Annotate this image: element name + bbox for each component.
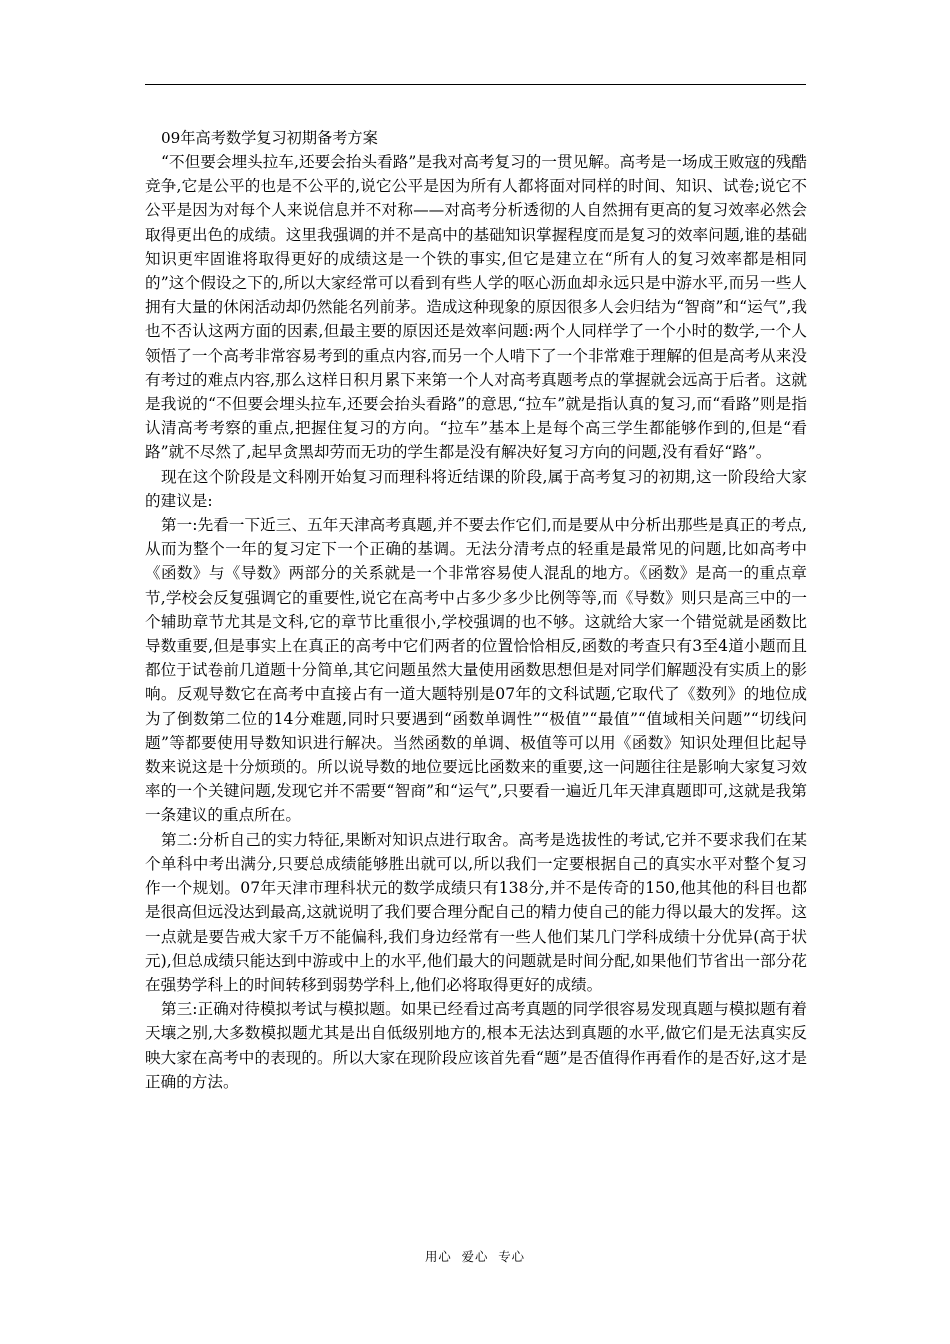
- paragraph-advice-1: 第一:先看一下近三、五年天津高考真题,并不要去作它们,而是要从中分析出那些是真正的考点,从而为整个一年的复习定下一个正确的基调。无法分清考点的轻重是最常见的问题,比如高考中《函数》与《导数》两部分的关系就是一个非常容易使人混乱的地方。《函数》是高一的重点章节,学校会反复强调它的重要性,说它在高考中占多少多少比例等等,而《导数》则只是高三中的一个辅助章节尤其是文科,它的章节比重很小,学校强调的也不够。这就给大家一个错觉就是函数比导数重要,但是事实上在真正的高考中它们两者的位置恰恰相反,函数的考查只有3至4道小题而且都位于试卷前几道题十分简单,其它问题虽然大量使用函数思想但是对同学们解题没有实质上的影响。反观导数它在高考中直接占有一道大题特别是07年的文科试题,它取代了《数列》的地位成为了倒数第二位的14分难题,同时只要遇到“函数单调性”“极值”“最值”“值域相关问题”“切线问题”等都要使用导数知识进行解决。当然函数的单调、极值等可以用《函数》知识处理但比起导数来说这是十分烦琐的。所以说导数的地位要远比函数来的重要,这一问题往往是影响大家复习效率的一个关键问题,发现它并不需要“智商”和“运气”,只要看一遍近几年天津真题即可,这就是我第一条建议的重点所在。: [145, 516, 807, 825]
- header-rule: [145, 84, 806, 85]
- paragraph-advice-2: 第二:分析自己的实力特征,果断对知识点进行取舍。高考是选拔性的考试,它并不要求我们在某个单科中考出满分,只要总成绩能够胜出就可以,所以我们一定要根据自己的真实水平对整个复习作一个规划。07年天津市理科状元的数学成绩只有138分,并不是传奇的150,他其他的科目也都是很高但远没达到最高,这就说明了我们要合理分配自己的精力使自己的能力得以最大的发挥。这一点就是要告戒大家千万不能偏科,我们身边经常有一些人他们某几门学科成绩十分优异(高于状元),但总成绩只能达到中游或中上的水平,他们最大的问题就是时间分配,如果他们节省出一部分花在强势学科上的时间转移到弱势学科上,他们必将取得更好的成绩。: [145, 830, 807, 994]
- document-body: [145, 126, 807, 1094]
- paragraph-intro: “不但要会埋头拉车,还要会抬头看路”是我对高考复习的一贯见解。高考是一场成王败寇的残酷竞争,它是公平的也是不公平的,说它公平是因为所有人都将面对同样的时间、知识、试卷;说它不公平是因为对每个人来说信息并不对称——对高考分析透彻的人自然拥有更高的复习效率必然会取得更出色的成绩。这里我强调的并不是高中的基础知识掌握程度而是复习的效率问题,谁的基础知识更牢固谁将取得更好的成绩这是一个铁的事实,但它是建立在“所有人的复习效率都是相同的”这个假设之下的,所以大家经常可以看到有些人学的呕心沥血却永远只是中游水平,而另一些人拥有大量的休闲活动却仍然能名列前茅。造成这种现象的原因很多人会归结为“智商”和“运气”,我也不否认这两方面的因素,但最主要的原因还是效率问题:两个人同样学了一个小时的数学,一个人领悟了一个高考非常容易考到的重点内容,而另一个人啃下了一个非常难于理解的但是高考从来没有考过的难点内容,那么这样日积月累下来第一个人对高考真题考点的掌握就会远高于后者。这就是我说的“不但要会埋头拉车,还要会抬头看路”的意思,“拉车”就是指认真的复习,而“看路”则是指认清高考考察的重点,把握住复习的方向。“拉车”基本上是每个高三学生都能够作到的,但是“看路”就不尽然了,起早贪黑却劳而无功的学生都是没有解决好复习方向的问题,没有看好“路”。: [145, 153, 807, 462]
- page-footer: 用心 爱心 专心: [424, 1249, 526, 1264]
- document-title: 09年高考数学复习初期备考方案: [161, 129, 378, 147]
- paragraph-advice-3: 第三:正确对待模拟考试与模拟题。如果已经看过高考真题的同学很容易发现真题与模拟题有着天壤之别,大多数模拟题尤其是出自低级别地方的,根本无法达到真题的水平,做它们是无法真实反映大家在高考中的表现的。所以大家在现阶段应该首先看“题”是否值得作再看作的是否好,这才是正确的方法。: [145, 1000, 807, 1091]
- paragraph-stage: 现在这个阶段是文科刚开始复习而理科将近结课的阶段,属于高考复习的初期,这一阶段给大家的建议是:: [145, 467, 807, 510]
